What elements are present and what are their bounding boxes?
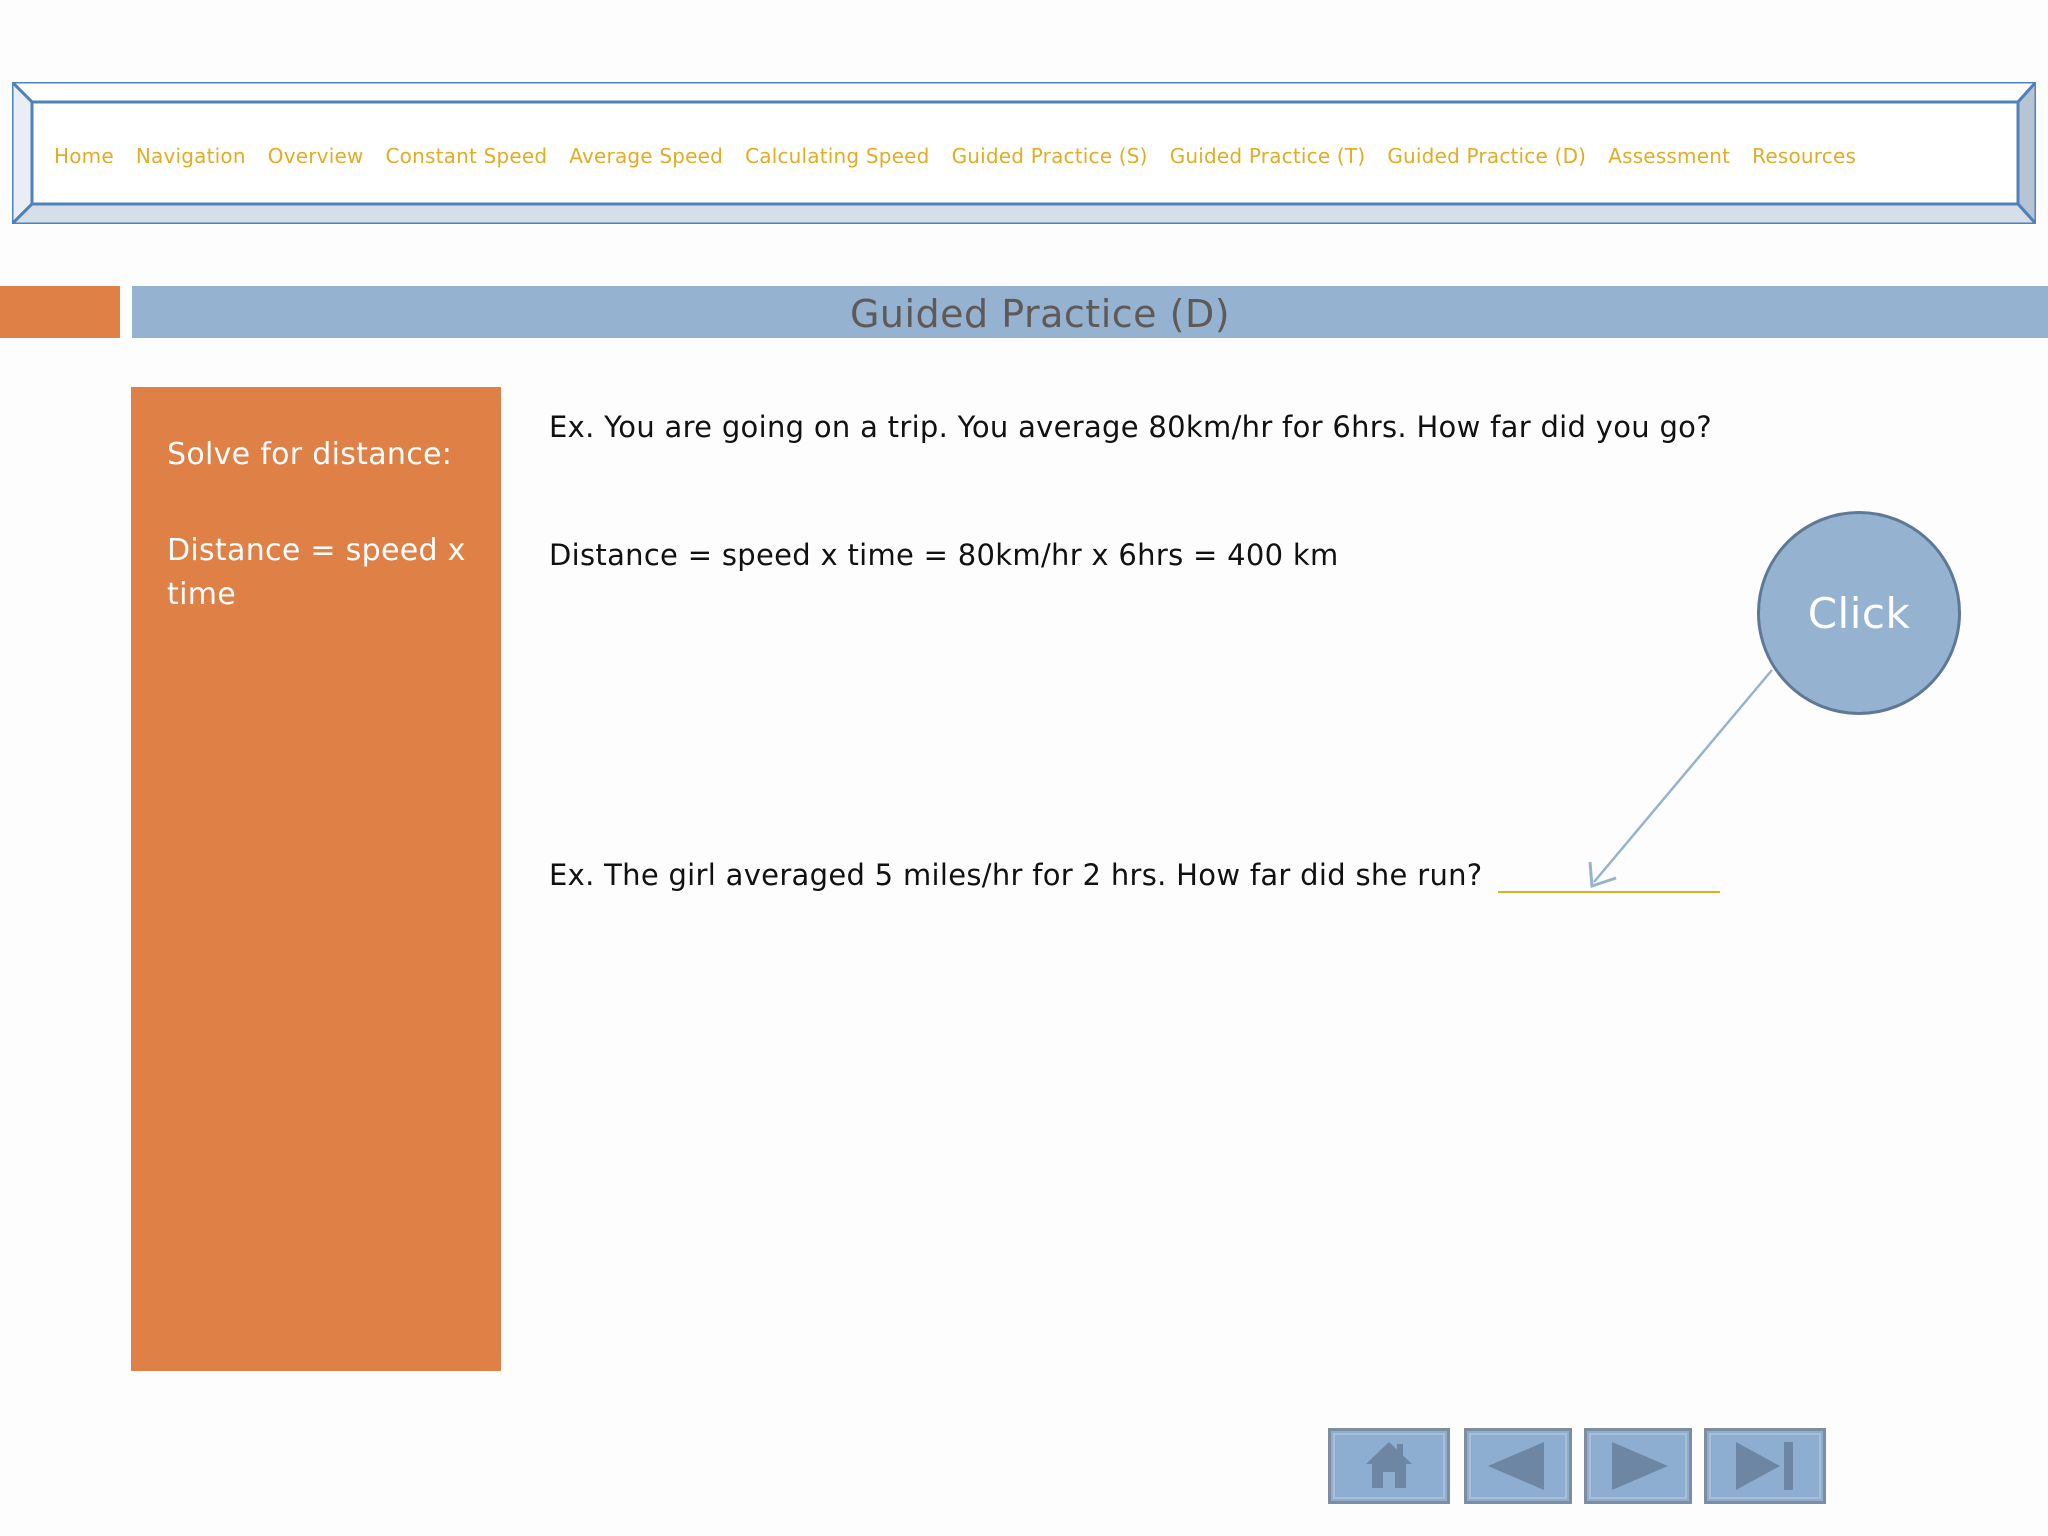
nav-link-calculating-speed[interactable]: Calculating Speed [745,144,930,168]
next-slide-button[interactable] [1584,1428,1692,1504]
last-slide-button[interactable] [1704,1428,1826,1504]
home-icon [1328,1428,1450,1504]
nav-link-guided-practice-s[interactable]: Guided Practice (S) [951,144,1148,168]
side-panel [131,387,501,1371]
side-panel-formula: Distance = speed x time [167,533,466,612]
nav-link-home[interactable]: Home [54,144,114,168]
nav-link-guided-practice-d[interactable]: Guided Practice (D) [1387,144,1587,168]
nav-link-navigation[interactable]: Navigation [135,144,246,168]
next-icon [1584,1428,1692,1504]
nav-link-constant-speed[interactable]: Constant Speed [385,144,548,168]
page-title: Guided Practice (D) [849,292,1231,336]
nav-link-assessment[interactable]: Assessment [1608,144,1731,168]
previous-slide-button[interactable] [1464,1428,1572,1504]
previous-icon [1464,1428,1572,1504]
click-reveal-button[interactable]: Click [1757,511,1961,715]
nav-link-guided-practice-t[interactable]: Guided Practice (T) [1169,144,1366,168]
side-panel-heading: Solve for distance: [167,437,453,472]
title-accent-block [0,286,120,338]
nav-link-average-speed[interactable]: Average Speed [569,144,724,168]
home-button[interactable] [1328,1428,1450,1504]
end-icon [1704,1428,1826,1504]
example-1-text: Ex. You are going on a trip. You average 80km/hr for 6hrs. How far did you go? [549,410,1712,444]
nav-link-resources[interactable]: Resources [1752,144,1857,168]
example-2-text: Ex. The girl averaged 5 miles/hr for 2 hrs. How far did she run? [549,858,1483,892]
nav-link-overview[interactable]: Overview [267,144,364,168]
top-navigation [54,140,1856,172]
answer-blank-line [1498,891,1720,893]
formula-answer-text: Distance = speed x time = 80km/hr x 6hrs = 400 km [549,538,1339,572]
